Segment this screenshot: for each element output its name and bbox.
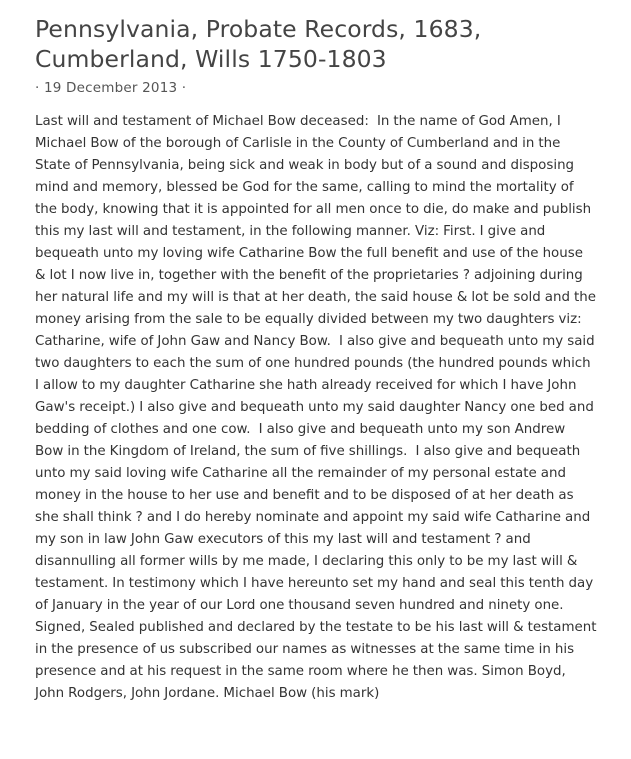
- post-body: Last will and testament of Michael Bow deceased: In the name of God Amen, I Michael Bow of the borough of Carlisle in the County of Cumberland and in the State of Pennsylvania, being sick and weak in body but of a sound and disposing mind and memory, blessed be God for the same, calling to mind the mortality of the body, knowing that it is appointed for all men once to die, do make and publish this my last will and testament, in the following manner. Viz: First. I give and bequeath unto my loving wife Catharine Bow the full benefit and use of the house & lot I now live in, together with the benefit of the proprietaries ? adjoining during her natural life and my will is that at her death, the said house & lot be sold and the money arising from the sale to be equally divided between my two daughters viz: Catharine, wife of John Gaw and Nancy Bow. I also give and bequeath unto my said two daughters to each the sum of one hundred pounds (the hundred pounds which I allow to my daughter Catharine she hath already received for which I have John Gaw's receipt.) I also give and bequeath unto my said daughter Nancy one bed and bedding of clothes and one cow. I also give and bequeath unto my son Andrew Bow in the Kingdom of Ireland, the sum of five shillings. I also give and bequeath unto my said loving wife Catharine all the remainder of my personal estate and money in the house to her use and benefit and to be disposed of at her death as she shall think ? and I do hereby nominate and appoint my said wife Catharine and my son in law John Gaw executors of this my last will and testament ? and disannulling all former wills by me made, I declaring this only to be my last will & testament. In testimony which I have hereunto set my hand and seal this tenth day of January in the year of our Lord one thousand seven hundred and ninety one. Signed, Sealed published and declared by the testate to be his last will & testament in the presence of us subscribed our names as witnesses at the same time in his presence and at his request in the same room where he then was. Simon Boyd, John Rodgers, John Jordane. Michael Bow (his mark): [35, 114, 601, 701]
- post-date: · 19 December 2013 ·: [35, 80, 187, 96]
- post-title: Pennsylvania, Probate Records, 1683, Cumberland, Wills 1750-1803: [35, 15, 482, 73]
